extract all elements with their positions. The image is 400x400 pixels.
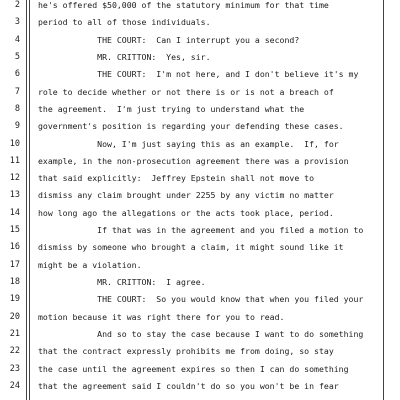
transcript-line <box>0 361 400 378</box>
transcript-line <box>0 222 400 239</box>
line-text: THE COURT: So you would know that when you filed your <box>38 294 364 305</box>
line-text: dismiss by someone who brought a claim, it might sound like it <box>38 242 344 253</box>
line-number: 24 <box>9 380 20 391</box>
transcript-line <box>0 84 400 101</box>
line-number: 12 <box>9 173 20 184</box>
line-number: 4 <box>14 34 20 45</box>
transcript-line <box>0 49 400 66</box>
line-number: 7 <box>14 86 20 97</box>
line-text: the case until the agreement expires so then I can do something <box>38 363 349 374</box>
line-text: And so to stay the case because I want to do something <box>38 329 364 339</box>
transcript-line <box>0 326 400 343</box>
line-text: role to decide whether or not there is or is not a breach of <box>38 86 334 97</box>
transcript-line <box>0 187 400 204</box>
line-text: might be a violation. <box>38 259 142 270</box>
transcript-line <box>0 32 400 49</box>
transcript-line <box>0 66 400 83</box>
line-number: 13 <box>9 190 20 201</box>
transcript-line <box>0 14 400 31</box>
line-number: 10 <box>9 138 20 149</box>
line-number: 9 <box>14 121 20 132</box>
line-text: that the agreement said I couldn't do so you won't be in fear <box>38 380 339 391</box>
transcript-line <box>0 257 400 274</box>
transcript-line <box>0 291 400 308</box>
transcript-line <box>0 136 400 153</box>
transcript-line <box>0 309 400 326</box>
line-number: 14 <box>9 207 20 218</box>
line-number: 23 <box>9 363 20 374</box>
line-text: example, in the non-prosecution agreement there was a provision <box>38 155 349 166</box>
line-text: dismiss any claim brought under 2255 by any victim no matter <box>38 190 334 201</box>
line-text: period to all of those individuals. <box>38 17 211 28</box>
line-text: THE COURT: I'm not here, and I don't believe it's my <box>38 69 359 80</box>
line-number: 22 <box>9 346 20 357</box>
line-number: 18 <box>9 277 20 288</box>
transcript-line <box>0 170 400 187</box>
line-text: Now, I'm just saying this as an example. If, for <box>38 138 339 149</box>
line-text: the agreement. I'm just trying to understand what the <box>38 103 305 114</box>
line-number: 8 <box>14 103 20 114</box>
line-number: 15 <box>9 225 20 236</box>
line-number: 5 <box>14 51 20 62</box>
line-text: that the contract expressly prohibits me from doing, so stay <box>38 346 334 357</box>
line-text: government's position is regarding your defending these cases. <box>38 121 344 132</box>
line-text: that said explicitly: Jeffrey Epstein shall not move to <box>38 173 315 184</box>
line-text: motion because it was right there for you to read. <box>38 311 285 322</box>
line-number: 19 <box>9 294 20 305</box>
line-number: 6 <box>14 69 20 80</box>
line-text: how long ago the allegations or the acts took place, period. <box>38 207 334 218</box>
line-number: 3 <box>14 17 20 28</box>
line-text: If that was in the agreement and you filed a motion to <box>38 225 364 236</box>
line-text: he's offered $50,000 of the statutory minimum for that time <box>38 0 329 10</box>
transcript-line <box>0 205 400 222</box>
transcript-line <box>0 0 400 14</box>
transcript-line <box>0 118 400 135</box>
transcript-line <box>0 378 400 395</box>
line-number: 17 <box>9 259 20 270</box>
transcript-line <box>0 274 400 291</box>
line-number: 21 <box>9 329 20 339</box>
transcript-line <box>0 153 400 170</box>
line-text: MR. CRITTON: I agree. <box>38 277 206 288</box>
transcript-line <box>0 239 400 256</box>
line-number: 16 <box>9 242 20 253</box>
transcript-line <box>0 101 400 118</box>
line-text: MR. CRITTON: Yes, sir. <box>38 51 211 62</box>
transcript-line <box>0 343 400 360</box>
line-number: 11 <box>9 155 20 166</box>
line-text: THE COURT: Can I interrupt you a second? <box>38 34 300 45</box>
line-number: 20 <box>9 311 20 322</box>
line-number: 2 <box>14 0 20 10</box>
